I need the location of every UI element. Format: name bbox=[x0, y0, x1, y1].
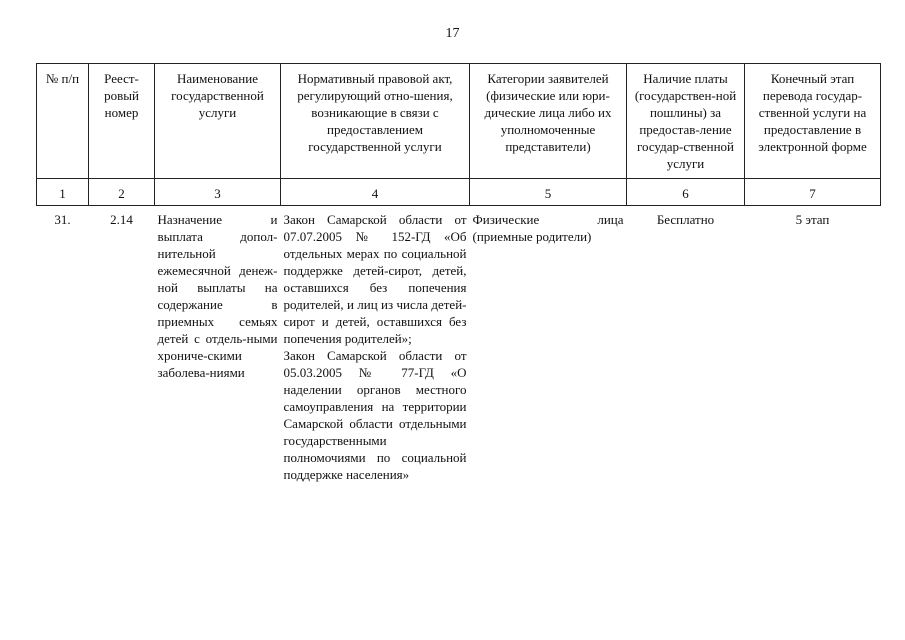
legal-act-1: Закон Самарской области от 07.07.2005 № 152-ГД «Об отдельных мерах по социальной поддержке детей-сирот, детей, оставшихся без попечения родителей, и лиц из числа детей-сирот и детей, оставшихся без попечения родителей»; bbox=[283, 212, 467, 346]
column-number: 4 bbox=[281, 179, 470, 206]
services-table bbox=[36, 63, 881, 483]
header-cell-final-stage: Конечный этап перевода государ-ственной услуги на предоставление в электронной форме bbox=[745, 64, 881, 179]
page-number: 17 bbox=[445, 26, 460, 41]
header-cell-registry: Реест-ровый номер bbox=[89, 64, 155, 179]
column-number: 1 bbox=[37, 179, 89, 206]
column-number: 5 bbox=[470, 179, 627, 206]
row-number: 31. bbox=[54, 212, 71, 227]
column-number: 7 bbox=[745, 179, 881, 206]
header-cell-number: № п/п bbox=[37, 64, 89, 179]
legal-act-2: Закон Самарской области от 05.03.2005 № 77-ГД «О наделении органов местного самоуправления на территории Самарской области отдельными государственными полномочиями по социальной поддержке населения» bbox=[283, 348, 467, 482]
row-fee: Бесплатно bbox=[656, 212, 715, 227]
header-cell-applicants: Категории заявителей (физические или юри-дические лица либо их уполномоченные представители) bbox=[470, 64, 627, 179]
column-number-row bbox=[37, 179, 881, 206]
header-cell-legal-act: Нормативный правовой акт, регулирующий отно-шения, возникающие в связи с предоставлением государственной услуги bbox=[281, 64, 470, 179]
header-cell-fee: Наличие платы (государствен-ной пошлины) за предостав-ление государ-ственной услуги bbox=[627, 64, 745, 179]
row-final-stage: 5 этап bbox=[795, 212, 830, 227]
row-registry-number: 2.14 bbox=[110, 212, 133, 227]
column-number: 3 bbox=[155, 179, 281, 206]
column-number: 2 bbox=[89, 179, 155, 206]
table-row bbox=[37, 206, 881, 484]
row-service-name: Назначение и выплата допол-нительной ежемесячной денеж-ной выплаты на содержание в приемных семьях детей с отдель-ными хрониче-скими заболева-ниями bbox=[157, 212, 278, 380]
row-legal-acts bbox=[281, 206, 470, 484]
row-applicants: Физические лица (приемные родители) bbox=[472, 212, 624, 244]
header-row bbox=[37, 64, 881, 179]
header-cell-service-name: Наименование государственной услуги bbox=[155, 64, 281, 179]
column-number: 6 bbox=[627, 179, 745, 206]
